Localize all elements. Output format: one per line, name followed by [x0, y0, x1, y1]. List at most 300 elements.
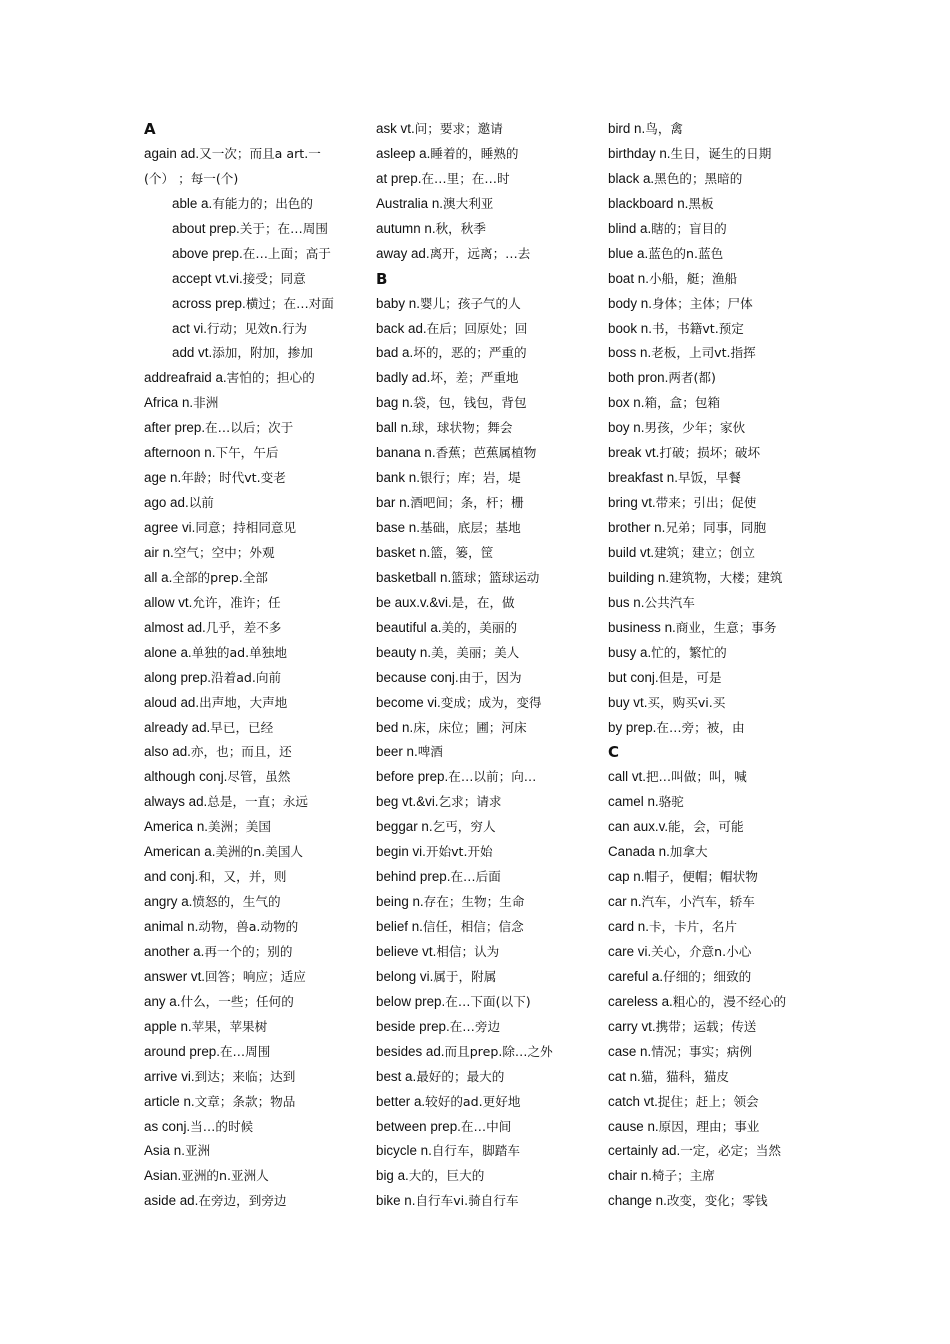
entry-definition: 而且prep.除…之外	[444, 1043, 553, 1059]
entry-definition: 老板，上司vt.指挥	[651, 345, 756, 361]
entry-definition: 携带；运载；传送	[655, 1018, 757, 1034]
entry-definition: 相信；认为	[436, 943, 500, 959]
vocabulary-entry	[376, 716, 598, 741]
entry-word: bicycle n.	[376, 1143, 432, 1159]
vocabulary-entry	[144, 691, 366, 716]
vocabulary-entry	[608, 516, 830, 541]
entry-word: change n.	[608, 1193, 667, 1209]
vocabulary-entry	[608, 441, 830, 466]
vocabulary-entry	[144, 366, 366, 391]
entry-definition: 忙的，繁忙的	[651, 644, 727, 660]
entry-word: bad a.	[376, 345, 414, 361]
entry-definition: 较好的ad.更好地	[425, 1093, 521, 1109]
entry-definition: 由于，因为	[458, 669, 522, 685]
entry-word: call vt.	[608, 769, 646, 785]
section-letter-heading: B	[376, 269, 388, 288]
entry-word: badly ad.	[376, 370, 431, 386]
entry-word: certainly ad.	[608, 1143, 681, 1159]
entry-word: break vt.	[608, 445, 660, 461]
entry-definition: 秋，秋季	[435, 220, 486, 236]
entry-definition: 再一个的；别的	[204, 943, 293, 959]
entry-definition: 小船，艇；渔船	[648, 270, 738, 286]
vocabulary-entry	[144, 1040, 366, 1065]
entry-definition: 在…后面	[450, 869, 501, 885]
entry-word: bag n.	[376, 395, 414, 411]
vocabulary-entry	[608, 566, 830, 591]
vocabulary-entry	[608, 1115, 830, 1140]
entry-word: bed n.	[376, 719, 414, 735]
entry-definition: 瞎的；盲目的	[651, 220, 727, 236]
entry-definition: 总是，一直；永远	[207, 794, 309, 810]
vocabulary-entry	[376, 790, 598, 815]
vocabulary-entry	[376, 1115, 598, 1140]
entry-definition: 早已，已经	[210, 719, 274, 735]
entry-word: by prep.	[608, 719, 657, 735]
entry-definition: 亦，也；而且，还	[190, 744, 292, 760]
vocabulary-entry	[376, 566, 598, 591]
entry-definition: 在…中间	[460, 1118, 512, 1134]
entry-definition: 离开，远离；…去	[429, 245, 531, 261]
vocabulary-entry	[608, 341, 830, 366]
vocabulary-entry	[376, 516, 598, 541]
entry-definition: 和，又，并，则	[198, 869, 287, 885]
entry-word: afternoon n.	[144, 445, 216, 461]
entry-word: autumn n.	[376, 220, 436, 236]
entry-definition: 亚洲	[184, 1143, 211, 1159]
entry-word: boss n.	[608, 345, 652, 361]
vocabulary-entry	[144, 541, 366, 566]
vocabulary-column-3	[608, 117, 830, 1214]
entry-word: already ad.	[144, 719, 211, 735]
entry-definition: 亚洲的n.亚洲人	[181, 1168, 269, 1184]
vocabulary-entry	[376, 142, 598, 167]
entry-definition: 到达；来临；达到	[194, 1068, 296, 1084]
vocabulary-entry	[376, 1139, 598, 1164]
entry-definition: 非洲	[193, 395, 219, 411]
entry-definition: 空气；空中；外观	[173, 544, 275, 560]
vocabulary-entry	[376, 740, 598, 765]
vocabulary-entry	[376, 990, 598, 1015]
entry-word: add vt.	[172, 345, 213, 361]
entry-word: book n.	[608, 320, 652, 336]
vocabulary-entry	[608, 865, 830, 890]
vocabulary-entry	[376, 391, 598, 416]
vocabulary-entry	[608, 691, 830, 716]
entry-definition: 尽管，虽然	[227, 769, 291, 785]
entry-definition: 黑板	[688, 195, 714, 211]
entry-definition: 单独的ad.单独地	[191, 644, 287, 660]
vocabulary-entry	[608, 317, 830, 342]
entry-word: belong vi.	[376, 968, 434, 984]
entry-word: camel n.	[608, 794, 659, 810]
vocabulary-entry	[144, 765, 366, 790]
entry-definition: 同意；持相同意见	[195, 520, 297, 535]
entry-word: because conj.	[376, 669, 459, 685]
entry-word: able a.	[172, 195, 213, 211]
entry-word: at prep.	[376, 170, 422, 186]
entry-definition: 文章；条款；物品	[194, 1093, 296, 1109]
entry-definition: 有能力的；出色的	[212, 195, 313, 211]
entry-definition: 又一次；而且a art.一	[199, 145, 321, 161]
entry-word: Asian.	[144, 1168, 182, 1184]
vocabulary-entry	[376, 1090, 598, 1115]
entry-word: big a.	[376, 1168, 409, 1184]
entry-definition: 美洲；美国	[208, 819, 271, 835]
vocabulary-entry	[144, 790, 366, 815]
entry-word: bird n.	[608, 121, 646, 136]
vocabulary-entry	[144, 566, 366, 591]
entry-definition: 香蕉；芭蕉属植物	[435, 445, 537, 461]
entry-word: away ad.	[376, 245, 430, 261]
entry-word: back ad.	[376, 320, 427, 336]
entry-definition: 当…的时候	[190, 1118, 254, 1134]
entry-word: after prep.	[144, 420, 206, 436]
entry-word: chair n.	[608, 1168, 652, 1184]
entry-word: building n.	[608, 569, 670, 585]
vocabulary-entry	[376, 815, 598, 840]
vocabulary-entry	[144, 416, 366, 441]
entry-definition: 啤酒	[417, 744, 443, 760]
entry-word: carry vt.	[608, 1018, 656, 1034]
entry-definition: 出声地，大声地	[199, 694, 288, 710]
vocabulary-entry	[376, 117, 598, 142]
entry-definition: 原因，理由；事业	[658, 1118, 760, 1134]
vocabulary-entry	[376, 765, 598, 790]
entry-definition: 属于，附属	[433, 968, 497, 984]
entry-definition: 蓝色的n.蓝色	[648, 245, 724, 261]
entry-word: beer n.	[376, 744, 418, 760]
vocabulary-entry	[376, 242, 598, 267]
vocabulary-entry	[608, 591, 830, 616]
entry-definition: 书，书籍vt.预定	[651, 320, 744, 336]
entry-definition: 球，球状物；舞会	[411, 420, 513, 436]
entry-word: care vi.	[608, 943, 652, 959]
entry-word: behind prep.	[376, 869, 451, 885]
entry-word: beside prep.	[376, 1018, 450, 1034]
vocabulary-column-1	[144, 117, 366, 1214]
vocabulary-entry	[608, 491, 830, 516]
vocabulary-entry	[144, 940, 366, 965]
entry-definition: 银行；库；岩，堤	[419, 470, 521, 486]
entry-definition: 坏的，恶的；严重的	[413, 345, 527, 361]
vocabulary-entry	[608, 541, 830, 566]
entry-definition: 大的，巨大的	[408, 1168, 485, 1184]
entry-definition: 信任，相信；信念	[422, 919, 524, 934]
vocabulary-entry	[608, 1040, 830, 1065]
vocabulary-entry	[376, 366, 598, 391]
entry-word: above prep.	[172, 245, 243, 261]
vocabulary-entry	[144, 466, 366, 491]
entry-word: about prep.	[172, 220, 240, 236]
vocabulary-entry	[376, 890, 598, 915]
entry-definition: 鸟，禽	[645, 121, 683, 136]
entry-word: any a.	[144, 993, 181, 1009]
entry-definition: 兄弟；同事，同胞	[665, 520, 767, 535]
entry-word: America n.	[144, 819, 208, 835]
entry-definition: 在…周围	[219, 1043, 271, 1059]
entry-definition: 在…以前；向…	[448, 769, 537, 785]
vocabulary-entry	[376, 641, 598, 666]
entry-definition: 卡，卡片，名片	[648, 919, 738, 934]
entry-word: aloud ad.	[144, 694, 200, 710]
entry-definition: 自行车vi.骑自行车	[415, 1193, 519, 1209]
vocabulary-entry	[144, 1115, 366, 1140]
entry-word: birthday n.	[608, 145, 671, 161]
entry-word: but conj.	[608, 669, 659, 685]
entry-word: black a.	[608, 170, 655, 186]
entry-word: banana n.	[376, 445, 436, 461]
entry-definition: 在…旁；被，由	[656, 719, 745, 735]
entry-word: ball n.	[376, 420, 412, 436]
entry-definition: 变成；成为，变得	[440, 694, 542, 710]
entry-word: blind a.	[608, 220, 652, 236]
entry-word: cause n.	[608, 1118, 659, 1134]
entry-word: asleep a.	[376, 145, 431, 161]
entry-definition: 建筑物，大楼；建筑	[669, 569, 783, 585]
entry-definition: 全部的prep.全部	[172, 569, 268, 585]
entry-definition: 仔细的；细致的	[663, 968, 752, 984]
entry-definition: 婴儿；孩子气的人	[419, 295, 521, 311]
entry-word: agree vi.	[144, 520, 196, 535]
entry-definition: 粗心的，漫不经心的	[672, 993, 787, 1009]
entry-definition: 害怕的；担心的	[226, 370, 315, 386]
entry-definition: 乞求；请求	[438, 794, 502, 810]
vocabulary-entry	[376, 1189, 598, 1214]
vocabulary-entry	[376, 1065, 598, 1090]
vocabulary-entry	[144, 616, 366, 641]
entry-word: apple n.	[144, 1018, 192, 1034]
entry-word: almost ad.	[144, 619, 206, 635]
entry-word: body n.	[608, 295, 652, 311]
entry-word: bus n.	[608, 594, 645, 610]
entry-definition: 关心，介意n.小心	[651, 943, 752, 959]
vocabulary-entry	[608, 790, 830, 815]
entry-word: ago ad.	[144, 495, 189, 511]
vocabulary-entry	[608, 940, 830, 965]
entry-definition: 帽子，便帽；帽状物	[644, 869, 758, 885]
entry-definition: 以前	[188, 495, 214, 511]
entry-definition: 动物，兽a.动物的	[198, 919, 299, 934]
vocabulary-entry	[144, 242, 366, 267]
entry-word: boy n.	[608, 420, 645, 436]
vocabulary-entry	[144, 317, 366, 342]
vocabulary-entry	[376, 317, 598, 342]
entry-definition: 几乎，差不多	[205, 619, 282, 635]
entry-word: be aux.v.&vi.	[376, 594, 452, 610]
entry-definition: 建筑；建立；创立	[654, 544, 755, 560]
vocabulary-entry	[376, 1015, 598, 1040]
entry-word: begin vi.	[376, 844, 426, 860]
entry-definition: 骆驼	[658, 794, 684, 810]
vocabulary-entry	[144, 890, 366, 915]
entry-definition: 沿着ad.向前	[211, 669, 282, 685]
vocabulary-entry	[376, 541, 598, 566]
entry-word: blackboard n.	[608, 195, 689, 211]
entry-definition: 美的，美丽的	[441, 619, 518, 635]
entry-word: before prep.	[376, 769, 449, 785]
entry-word: bring vt.	[608, 495, 656, 511]
entry-word: both pron.	[608, 370, 669, 386]
entry-definition: 开始vt.开始	[425, 844, 493, 860]
vocabulary-entry	[376, 192, 598, 217]
vocabulary-entry	[608, 242, 830, 267]
vocabulary-entry	[376, 915, 598, 940]
entry-definition: 打破；损坏；破坏	[659, 445, 761, 461]
entry-word: bike n.	[376, 1193, 416, 1209]
vocabulary-entry	[376, 616, 598, 641]
entry-word: angry a.	[144, 894, 193, 910]
entry-definition: 下午，午后	[215, 445, 279, 461]
vocabulary-entry	[608, 641, 830, 666]
entry-definition: 美洲的n.美国人	[215, 844, 304, 860]
entry-word: all a.	[144, 569, 173, 585]
entry-definition: 年龄；时代vt.变老	[181, 470, 286, 486]
entry-definition: 允许，准许；任	[192, 594, 281, 610]
vocabulary-entry	[608, 466, 830, 491]
entry-definition: 情况；事实；病例	[651, 1043, 752, 1059]
vocabulary-entry	[144, 1139, 366, 1164]
entry-definition: 身体；主体；尸体	[651, 295, 753, 311]
vocabulary-entry	[608, 1189, 830, 1214]
vocabulary-entry	[144, 591, 366, 616]
vocabulary-entry	[608, 267, 830, 292]
section-letter-heading: C	[608, 743, 620, 762]
vocabulary-entry	[144, 1065, 366, 1090]
vocabulary-entry	[608, 391, 830, 416]
vocabulary-entry	[608, 1065, 830, 1090]
entry-word: being n.	[376, 894, 424, 910]
entry-definition: 篮球；篮球运动	[451, 569, 540, 585]
vocabulary-entry	[608, 915, 830, 940]
vocabulary-entry	[608, 142, 830, 167]
vocabulary-entry	[144, 491, 366, 516]
entry-definition: 在旁边，到旁边	[198, 1193, 287, 1209]
vocabulary-entry	[144, 965, 366, 990]
vocabulary-entry	[608, 117, 830, 142]
entry-definition: 接受；同意	[242, 270, 306, 286]
entry-word: along prep.	[144, 669, 212, 685]
vocabulary-entry	[608, 965, 830, 990]
vocabulary-column-2	[376, 117, 598, 1214]
entry-word: brother n.	[608, 520, 666, 535]
entry-word: can aux.v.	[608, 819, 669, 835]
entry-definition: 乞丐，穷人	[432, 819, 496, 835]
entry-definition: 添加，附加，掺加	[212, 345, 313, 361]
entry-word: again ad.	[144, 145, 200, 161]
entry-word: business n.	[608, 619, 676, 635]
vocabulary-entry	[608, 292, 830, 317]
entry-word: another a.	[144, 943, 205, 959]
entry-definition: 坏，差；严重地	[430, 370, 519, 386]
entry-definition: 基础，底层；基地	[419, 520, 521, 535]
entry-definition: 关于；在…周围	[239, 220, 328, 236]
vocabulary-entry	[608, 366, 830, 391]
entry-word: busy a.	[608, 644, 652, 660]
vocabulary-entry	[144, 142, 366, 167]
entry-word: article n.	[144, 1093, 195, 1109]
vocabulary-entry	[376, 865, 598, 890]
entry-word: believe vt.	[376, 943, 437, 959]
entry-definition: 在…旁边	[449, 1018, 501, 1034]
entry-word: between prep.	[376, 1118, 461, 1134]
vocabulary-entry	[376, 691, 598, 716]
entry-definition: 问；要求；邀请	[414, 121, 503, 136]
entry-word: blue a.	[608, 245, 649, 261]
vocabulary-entry	[608, 1015, 830, 1040]
vocabulary-entry	[376, 341, 598, 366]
entry-definition: 商业，生意；事务	[675, 619, 777, 635]
vocabulary-entry	[144, 516, 366, 541]
entry-word: bar n.	[376, 495, 411, 511]
entry-definition: 自行车，脚踏车	[431, 1143, 520, 1159]
entry-word: beg vt.&vi.	[376, 794, 439, 810]
entry-definition: 但是，可是	[658, 669, 722, 685]
vocabulary-entry	[144, 167, 366, 192]
vocabulary-entry	[144, 391, 366, 416]
vocabulary-entry	[376, 965, 598, 990]
entry-word: around prep.	[144, 1043, 220, 1059]
vocabulary-entry	[144, 292, 366, 317]
entry-definition: 在…以后；次于	[205, 420, 294, 436]
entry-definition: 酒吧间；条，杆；栅	[410, 495, 524, 511]
entry-word: bank n.	[376, 470, 420, 486]
vocabulary-entry	[608, 890, 830, 915]
vocabulary-entry	[144, 740, 366, 765]
entry-word: Asia n.	[144, 1143, 185, 1159]
entry-definition: 带来；引出；促使	[655, 495, 757, 511]
vocabulary-entry	[144, 716, 366, 741]
entry-definition: 睡着的，睡熟的	[430, 145, 519, 161]
entry-word: Africa n.	[144, 395, 194, 411]
entry-word: base n.	[376, 520, 420, 535]
vocabulary-entry	[376, 416, 598, 441]
entry-word: basketball n.	[376, 569, 452, 585]
entry-word: Canada n.	[608, 844, 670, 860]
entry-definition: 箱，盒；包箱	[644, 395, 721, 411]
entry-definition: 篮，篓，筐	[430, 544, 494, 560]
entry-word: allow vt.	[144, 594, 193, 610]
entry-definition: (个） ；每一(个)	[144, 170, 239, 186]
vocabulary-entry	[608, 167, 830, 192]
entry-word: animal n.	[144, 919, 199, 934]
vocabulary-entry	[608, 716, 830, 741]
vocabulary-entry	[144, 666, 366, 691]
vocabulary-entry	[608, 616, 830, 641]
entry-word: buy vt.	[608, 694, 648, 710]
entry-word: better a.	[376, 1093, 426, 1109]
entry-definition: 在后；回原处；回	[426, 320, 528, 336]
entry-definition: 猫，猫科，猫皮	[640, 1068, 729, 1084]
entry-word: careless a.	[608, 993, 673, 1009]
entry-word: build vt.	[608, 544, 655, 560]
vocabulary-entry	[376, 167, 598, 192]
vocabulary-entry	[608, 666, 830, 691]
entry-definition: 最好的；最大的	[416, 1068, 505, 1084]
entry-word: addreafraid a.	[144, 370, 227, 386]
entry-definition: 把…叫做；叫，喊	[645, 769, 747, 785]
entry-definition: 行动；见效n.行为	[206, 320, 308, 336]
entry-definition: 买，购买vi.买	[647, 694, 726, 710]
vocabulary-entry	[608, 192, 830, 217]
vocabulary-entry	[376, 441, 598, 466]
entry-word: alone a.	[144, 644, 192, 660]
entry-definition: 横过；在…对面	[245, 295, 334, 311]
entry-word: and conj.	[144, 869, 199, 885]
entry-definition: 能，会，可能	[668, 819, 744, 835]
vocabulary-entry	[144, 341, 366, 366]
vocabulary-entry	[144, 815, 366, 840]
vocabulary-entry	[144, 865, 366, 890]
